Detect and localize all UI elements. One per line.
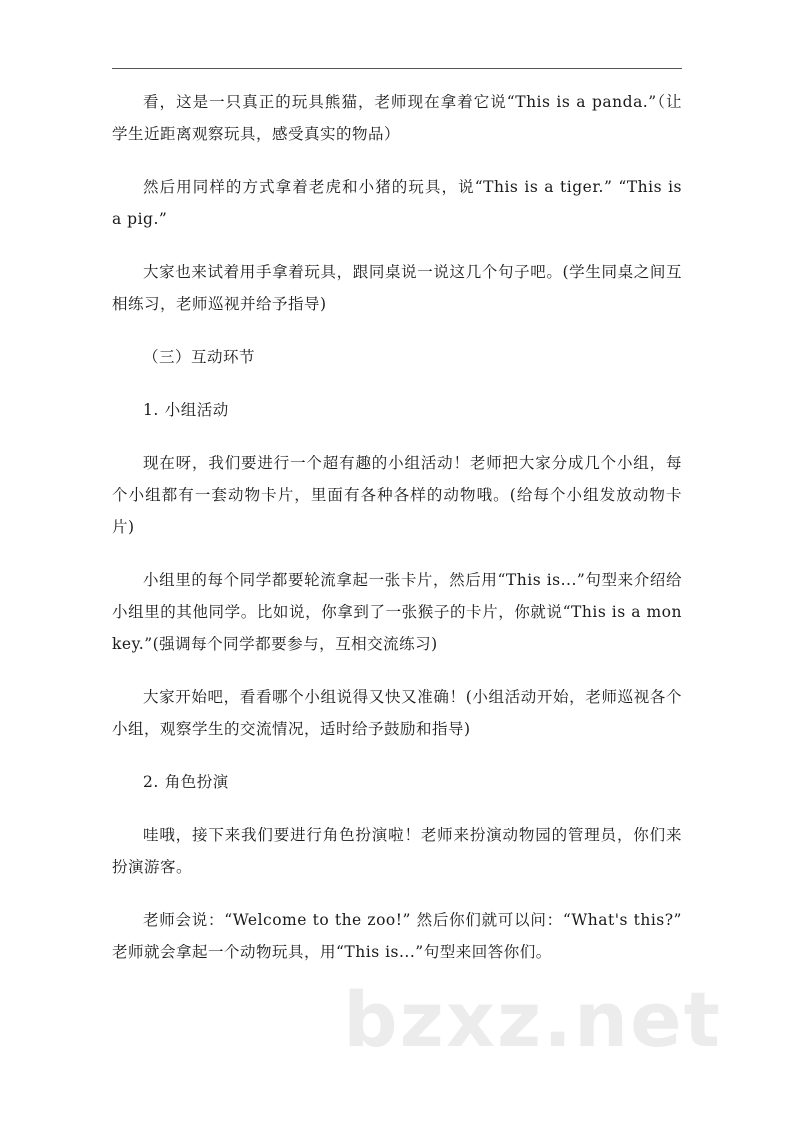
paragraph: 小组里的每个同学都要轮流拿起一张卡片，然后用“This is...”句型来介绍给小组里的其他同学。比如说，你拿到了一张猴子的卡片，你就说“This is a monkey.”(强调每个同学都要参与，互相交流练习) <box>112 571 682 653</box>
document-body <box>112 86 682 989</box>
section-heading: （三）互动环节 <box>143 348 256 366</box>
paragraph: 然后用同样的方式拿着老虎和小猪的玩具，说“This is a tiger.” “This is a pig.” <box>112 178 682 228</box>
paragraph: 现在呀，我们要进行一个超有趣的小组活动！老师把大家分成几个小组，每个小组都有一套动物卡片，里面有各种各样的动物哦。(给每个小组发放动物卡片) <box>112 454 682 536</box>
watermark: bzxz.net <box>343 975 722 1064</box>
subsection-heading-1 <box>112 394 682 426</box>
paragraph: 大家开始吧，看看哪个小组说得又快又准确！(小组活动开始，老师巡视各个小组，观察学生的交流情况，适时给予鼓励和指导) <box>112 688 682 738</box>
subsection-number: 2. <box>143 773 159 791</box>
subsection-heading-2 <box>112 766 682 798</box>
paragraph: 哇哦，接下来我们要进行角色扮演啦！老师来扮演动物园的管理员，你们来扮演游客。 <box>112 826 682 876</box>
paragraph: 老师会说：“Welcome to the zoo!” 然后你们就可以问：“What's this?” 老师就会拿起一个动物玩具，用“This is...”句型来回答你们。 <box>112 911 682 961</box>
subsection-title: 角色扮演 <box>164 773 229 791</box>
subsection-title: 小组活动 <box>164 401 229 419</box>
subsection-number: 1. <box>143 401 159 419</box>
paragraph: 看，这是一只真正的玩具熊猫，老师现在拿着它说“This is a panda.”（让学生近距离观察玩具，感受真实的物品） <box>112 93 682 143</box>
paragraph: 大家也来试着用手拿着玩具，跟同桌说一说这几个句子吧。(学生同桌之间互相练习，老师巡视并给予指导) <box>112 263 682 313</box>
header-rule <box>112 68 682 69</box>
